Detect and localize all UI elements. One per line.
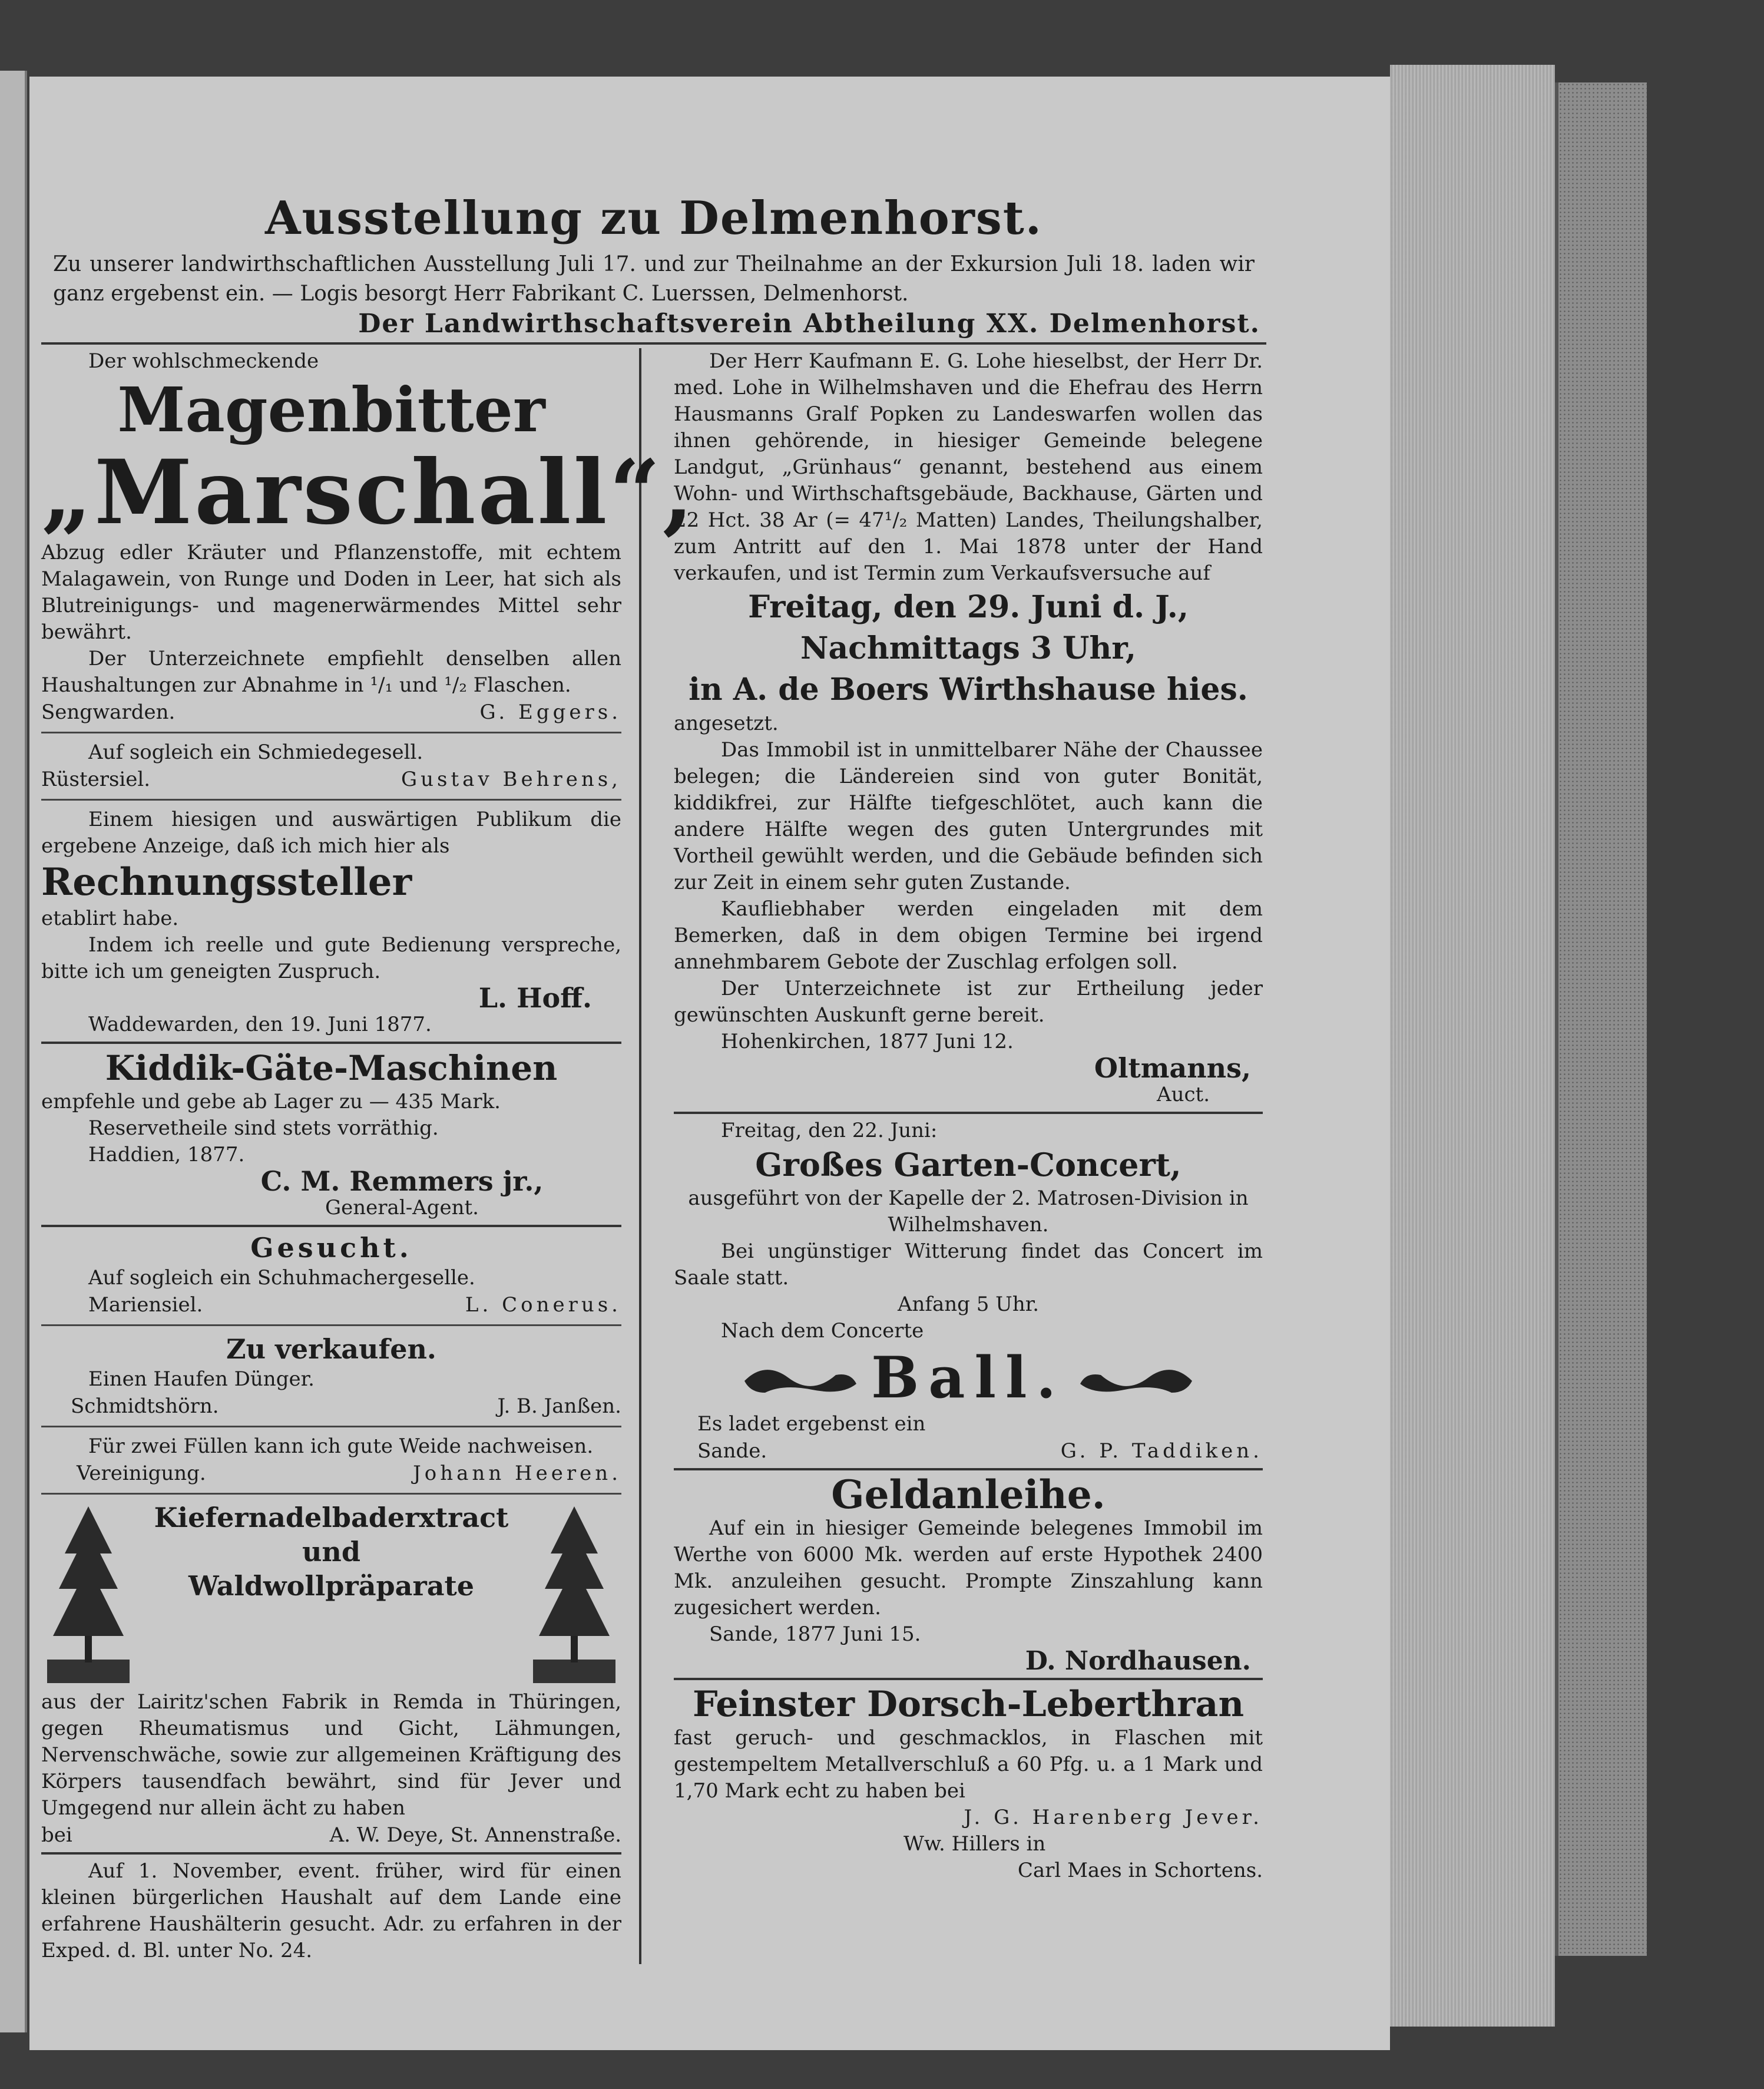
header-divider xyxy=(41,342,1266,345)
divider xyxy=(41,1426,621,1427)
gesucht-title: Gesucht. xyxy=(250,1232,412,1264)
schmied-place: Rüstersiel. xyxy=(41,768,151,791)
divider xyxy=(41,1852,621,1855)
verkaufen-text: Einen Haufen Dünger. xyxy=(88,1367,315,1391)
concert-title: Großes Garten-Concert, xyxy=(755,1146,1181,1184)
thran-text: fast geruch- und geschmacklos, in Flaschen mit gestempeltem Metallverschluß a 60 Pfg. u. a 1 Mark und 1,70 Mark echt zu haben bei xyxy=(674,1726,1263,1803)
magenbitter-title: Magenbitter xyxy=(117,373,545,446)
gesucht-place: Mariensiel. xyxy=(88,1293,203,1317)
schmied-text: Auf sogleich ein Schmiedegesell. xyxy=(88,741,423,764)
right-column xyxy=(641,348,1263,1964)
ad-landgut xyxy=(674,348,1263,1108)
concert-place: Sande. xyxy=(697,1439,767,1463)
kiddik-title: Kiddik-Gäte-Maschinen xyxy=(105,1048,558,1088)
ad-rechnungssteller xyxy=(41,806,621,1038)
divider xyxy=(41,732,621,733)
divider xyxy=(674,1678,1263,1680)
gesucht-sign: L. Conerus. xyxy=(465,1293,621,1317)
ornament-right-icon xyxy=(1077,1357,1195,1399)
ball-title: Ball. xyxy=(871,1344,1065,1411)
concert-text: ausgeführt von der Kapelle der 2. Matrosen-Division in Wilhelmshaven. xyxy=(688,1186,1249,1237)
ad-haushaelterin xyxy=(41,1858,621,1964)
ad-kiefernadel xyxy=(41,1500,621,1849)
geld-place: Sande, 1877 Juni 15. xyxy=(709,1622,921,1646)
divider xyxy=(41,1042,621,1044)
concert-date: Freitag, den 22. Juni: xyxy=(721,1119,938,1142)
magenbitter-sign: G. Eggers. xyxy=(479,700,621,724)
ad-concert xyxy=(674,1118,1263,1465)
ad-verkaufen xyxy=(41,1332,621,1420)
ornament-left-icon xyxy=(742,1357,859,1399)
divider xyxy=(41,1493,621,1495)
haushaelterin-text: Auf 1. November, event. früher, wird für einen kleinen bürgerlichen Haushalt auf dem Lande eine erfahrene Haushälterin gesucht. Adr. zu erfahren in der Exped. d. Bl. unter No. 24. xyxy=(41,1859,621,1962)
thran-title: Feinster Dorsch-Leberthran xyxy=(692,1684,1245,1725)
concert-invite: Es ladet ergebenst ein xyxy=(697,1412,926,1436)
concert-sign: G. P. Taddiken. xyxy=(1060,1439,1263,1463)
magenbitter-place: Sengwarden. xyxy=(41,700,176,724)
kiefer-sign: A. W. Deye, St. Annenstraße. xyxy=(329,1823,621,1847)
book-cover xyxy=(1555,82,1647,1956)
kiddik-sign: C. M. Remmers jr., xyxy=(260,1165,544,1197)
pine-tree-icon xyxy=(527,1500,621,1689)
verkaufen-place: Schmidtshörn. xyxy=(71,1394,219,1418)
left-column xyxy=(41,348,696,1964)
landgut-sign: Oltmanns, xyxy=(1094,1052,1251,1084)
exhibition-title: Ausstellung zu Delmenhorst. xyxy=(265,191,1042,245)
fuellen-place: Vereinigung. xyxy=(77,1462,206,1485)
geld-text: Auf ein in hiesiger Gemeinde belegenes Immobil im Werthe von 6000 Mk. werden auf erste Hypothek 2400 Mk. anzuleihen gesucht. Prompte Zinszahlung kann zugesichert werden. xyxy=(674,1516,1263,1619)
divider xyxy=(41,799,621,801)
ad-geldanleihe xyxy=(674,1474,1263,1674)
verkaufen-title: Zu verkaufen. xyxy=(226,1333,436,1365)
fuellen-sign: Johann Heeren. xyxy=(413,1462,621,1485)
divider xyxy=(41,1225,621,1227)
kiddik-text: empfehle und gebe ab Lager zu — 435 Mark. xyxy=(41,1090,501,1113)
landgut-date1: Freitag, den 29. Juni d. J., xyxy=(748,589,1189,625)
rechnung-sign: L. Hoff. xyxy=(478,982,592,1014)
kiddik-place: Haddien, 1877. xyxy=(88,1143,245,1166)
landgut-text2: angesetzt. xyxy=(674,712,779,735)
ad-fuellen xyxy=(41,1433,621,1487)
rechnung-text2: etablirt habe. xyxy=(41,907,179,930)
kiddik-sign2: General-Agent. xyxy=(325,1196,479,1219)
rechnung-text3: Indem ich reelle und gute Bedienung verspreche, bitte ich um geneigten Zuspruch. xyxy=(41,933,621,983)
thran-sign2: Ww. Hillers in xyxy=(903,1832,1046,1856)
divider xyxy=(674,1112,1263,1114)
kiefer-title2: und xyxy=(302,1536,361,1568)
ad-magenbitter xyxy=(41,348,696,726)
thran-sign1: J. G. Harenberg Jever. xyxy=(964,1806,1263,1829)
concert-start: Anfang 5 Uhr. xyxy=(897,1293,1040,1316)
rechnung-title: Rechnungssteller xyxy=(41,860,412,904)
kiefer-title1: Kiefernadelbaderxtract xyxy=(154,1502,509,1533)
marschall-name: „Marschall“, xyxy=(41,441,696,544)
concert-text2: Bei ungünstiger Witterung findet das Concert im Saale statt. xyxy=(674,1239,1263,1290)
landgut-sign2: Auct. xyxy=(1157,1083,1210,1106)
book-page-stack xyxy=(1390,65,1555,2027)
landgut-text: Der Herr Kaufmann E. G. Lohe hieselbst, der Herr Dr. med. Lohe in Wilhelmshaven und die Ehefrau des Herrn Hausmanns Gralf Popken zu Landeswarfen wollen das ihnen gehörende, in hiesiger Gemeinde belegene Landgut, „Grünhaus“ genannt, bestehend aus einem Wohn- und Wirthschaftsgebäude, Backhause, Gärten und 22 Hct. 38 Ar (= 47¹/₂ Matten) Landes, Theilungshalber, zum Antritt auf den 1. Mai 1878 unter der Hand verkaufen, und ist Termin zum Verkaufsversuche auf xyxy=(674,349,1263,585)
landgut-text3: Das Immobil ist in unmittelbarer Nähe der Chaussee belegen; die Ländereien sind von guter Bonität, kiddikfrei, zur Hälfte tiefgeschlötet, auch kann die andere Hälfte wegen des guten Untergrundes mit Vortheil gewühlt werden, und die Gebäude befinden sich zur Zeit in einem sehr guten Zustande. xyxy=(674,738,1263,894)
exhibition-signature: Der Landwirthschaftsverein Abtheilung XX. Delmenhorst. xyxy=(358,309,1260,339)
divider xyxy=(41,1324,621,1326)
magenbitter-intro: Der wohlschmeckende xyxy=(88,349,319,373)
fuellen-text: Für zwei Füllen kann ich gute Weide nachweisen. xyxy=(88,1434,594,1458)
divider xyxy=(674,1468,1263,1470)
two-column-layout xyxy=(41,348,1266,1964)
magenbitter-text2: Der Unterzeichnete empfiehlt denselben allen Haushaltungen zur Abnahme in ¹/₁ und ¹/₂ Flaschen. xyxy=(41,647,621,697)
landgut-text5: Der Unterzeichnete ist zur Ertheilung jeder gewünschten Auskunft gerne bereit. xyxy=(674,977,1263,1027)
exhibition-text: Zu unserer landwirthschaftlichen Ausstellung Juli 17. und zur Theilnahme an der Exkursion Juli 18. laden wir ganz ergebenst ein. — Logis besorgt Herr Fabrikant C. Luerssen, Delmenhorst. xyxy=(53,252,1255,306)
verkaufen-sign: J. B. Janßen. xyxy=(497,1394,621,1418)
landgut-date3: in A. de Boers Wirthshause hies. xyxy=(689,672,1248,708)
concert-after: Nach dem Concerte xyxy=(721,1319,924,1343)
ad-leberthran xyxy=(674,1684,1263,1884)
kiefer-title3: Waldwollpräparate xyxy=(188,1570,475,1602)
kiefer-text: aus der Lairitz'schen Fabrik in Remda in Thüringen, gegen Rheumatismus und Gicht, Lähmungen, Nervenschwäche, sowie zur allgemeinen Kräftigung des Körpers tausendfach bewährt, sind für Jever und Umgegend nur allein ächt zu haben xyxy=(41,1690,621,1820)
thran-sign3: Carl Maes in Schortens. xyxy=(1017,1859,1263,1882)
page-content xyxy=(41,97,1266,1964)
schmied-sign: Gustav Behrens, xyxy=(401,768,621,791)
gesucht-text: Auf sogleich ein Schuhmachergeselle. xyxy=(88,1266,475,1290)
landgut-text4: Kaufliebhaber werden eingeladen mit dem Bemerken, daß in dem obigen Termine bei irgend annehmbarem Gebote der Zuschlag erfolgen soll. xyxy=(674,897,1263,974)
ad-schmied xyxy=(41,739,621,793)
ad-gesucht xyxy=(41,1231,621,1318)
kiddik-text2: Reservetheile sind stets vorräthig. xyxy=(88,1116,439,1140)
rechnung-text: Einem hiesigen und auswärtigen Publikum die ergebene Anzeige, daß ich mich hier als xyxy=(41,808,621,858)
previous-page-edge xyxy=(0,71,27,2032)
pine-tree-icon xyxy=(41,1500,135,1689)
geld-title: Geldanleihe. xyxy=(831,1472,1106,1518)
kiefer-bei: bei xyxy=(41,1823,72,1847)
ad-kiddik xyxy=(41,1047,621,1221)
landgut-date2: Nachmittags 3 Uhr, xyxy=(800,630,1137,666)
magenbitter-text: Abzug edler Kräuter und Pflanzenstoffe, mit echtem Malagawein, von Runge und Doden in Leer, hat sich als Blutreinigungs- und magenerwärmendes Mittel sehr bewährt. xyxy=(41,541,621,644)
geld-sign: D. Nordhausen. xyxy=(1025,1646,1251,1676)
landgut-place: Hohenkirchen, 1877 Juni 12. xyxy=(721,1030,1014,1053)
rechnung-place: Waddewarden, den 19. Juni 1877. xyxy=(88,1013,432,1036)
